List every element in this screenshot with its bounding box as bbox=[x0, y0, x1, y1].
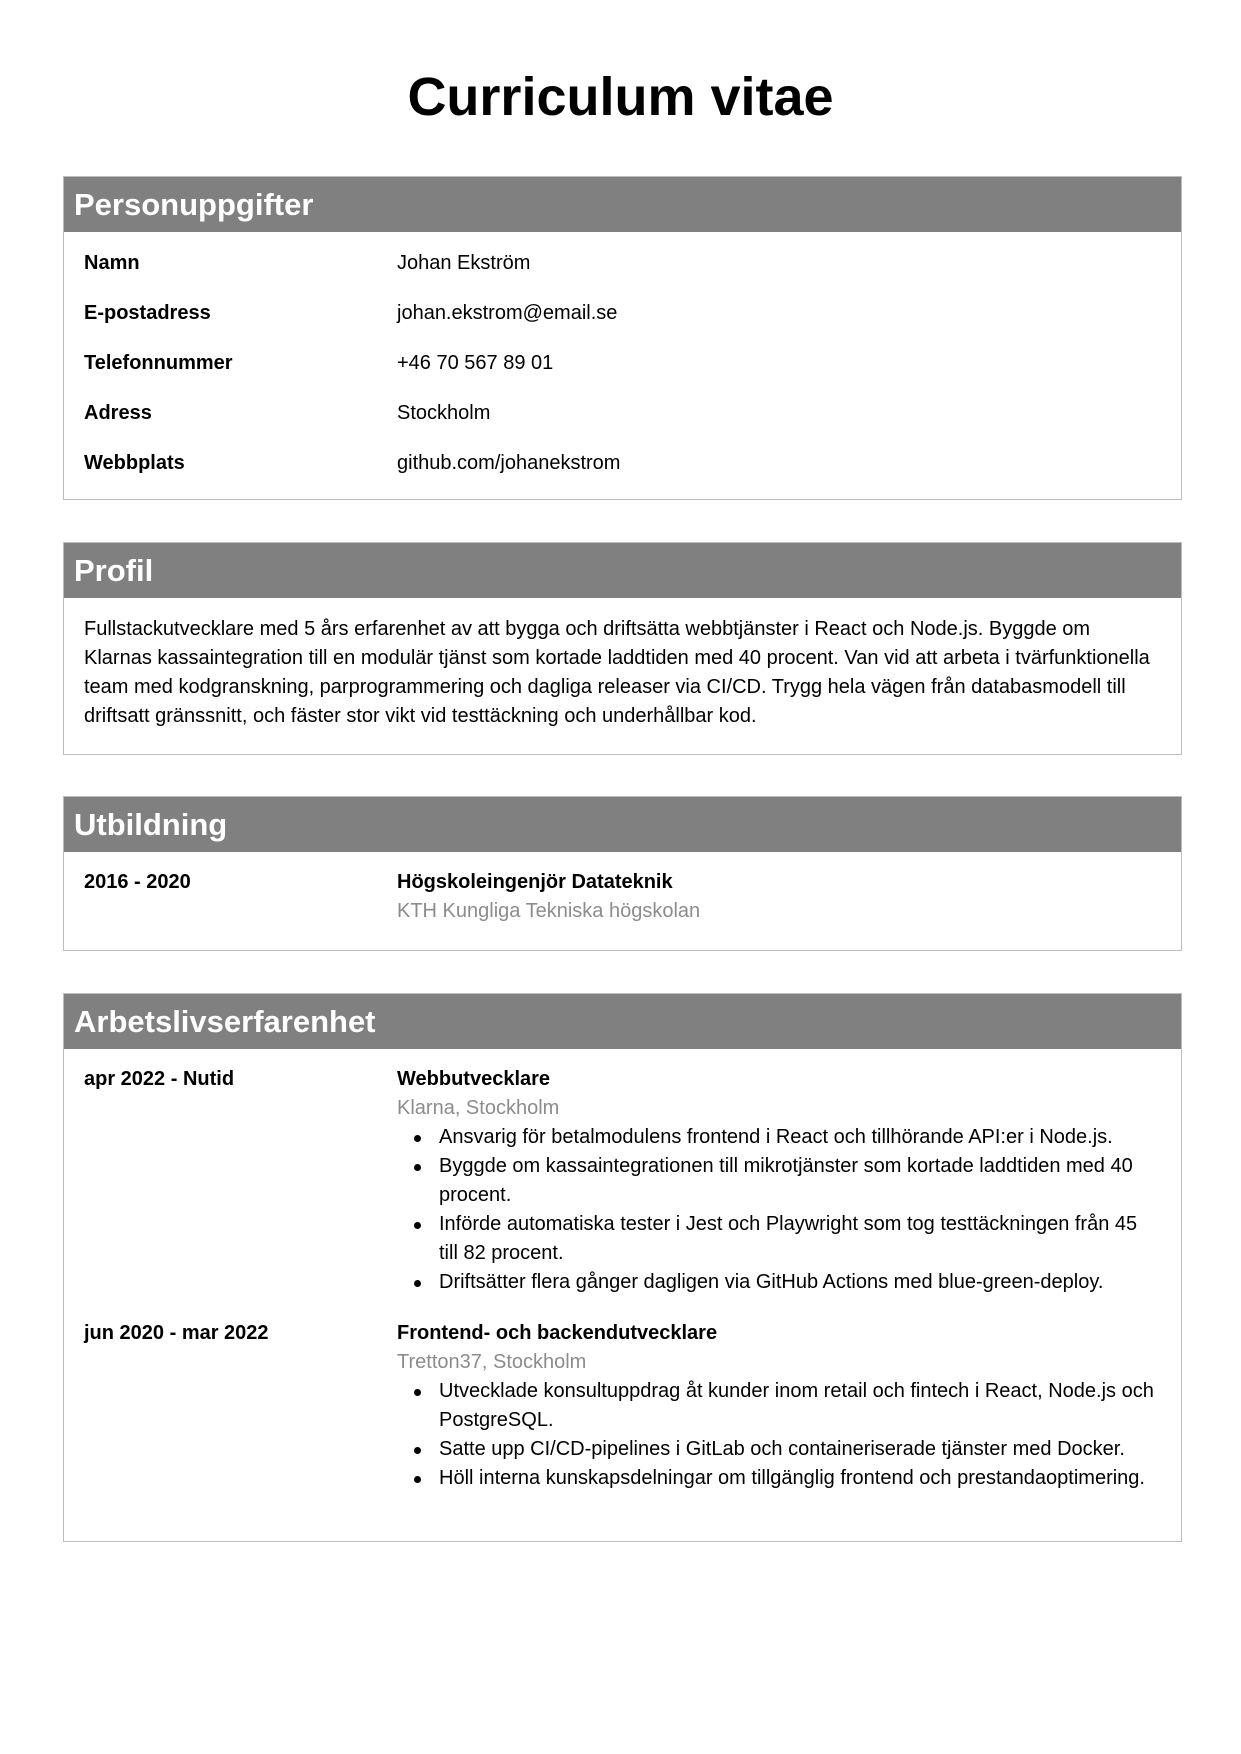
job-bullet-text: Införde automatiska tester i Jest och Playwright som tog testtäckningen från 45 till 82 procent. bbox=[439, 1213, 1138, 1264]
personal-info-section bbox=[63, 176, 1182, 500]
profile-section bbox=[63, 542, 1182, 755]
info-value: github.com/johanekstrom bbox=[397, 452, 621, 474]
job-bullet-text: Driftsätter flera gånger dagligen via GitHub Actions med blue-green-deploy. bbox=[439, 1271, 1104, 1293]
experience-entry bbox=[84, 1065, 1161, 1297]
section-heading-experience: Arbetslivserfarenhet bbox=[64, 994, 1181, 1049]
job-bullet-text: Satte upp CI/CD-pipelines i GitLab och containeriserade tjänster med Docker. bbox=[439, 1438, 1125, 1460]
info-value: johan.ekstrom@email.se bbox=[397, 302, 618, 324]
info-label: Webbplats bbox=[84, 452, 185, 474]
experience-details bbox=[397, 1319, 1161, 1493]
education-institution: KTH Kungliga Tekniska högskolan bbox=[397, 900, 701, 922]
job-employer: Tretton37, Stockholm bbox=[397, 1351, 587, 1373]
section-heading-personal: Personuppgifter bbox=[64, 177, 1181, 232]
job-bullet bbox=[439, 1152, 1161, 1210]
bullet-dot-icon bbox=[414, 1280, 421, 1287]
personal-info-body bbox=[64, 232, 1181, 499]
bullet-dot-icon bbox=[414, 1447, 421, 1454]
info-row-phone bbox=[84, 349, 1161, 399]
job-bullet bbox=[439, 1268, 1161, 1297]
experience-section bbox=[63, 993, 1182, 1542]
job-bullet bbox=[439, 1435, 1161, 1464]
info-row-email bbox=[84, 299, 1161, 349]
job-bullet bbox=[439, 1123, 1161, 1152]
info-label: Adress bbox=[84, 402, 152, 424]
experience-period: apr 2022 - Nutid bbox=[84, 1068, 235, 1090]
experience-entry bbox=[84, 1319, 1161, 1493]
education-details bbox=[397, 868, 1161, 926]
info-value: Stockholm bbox=[397, 402, 491, 424]
job-title: Frontend- och backendutvecklare bbox=[397, 1322, 718, 1344]
bullet-dot-icon bbox=[414, 1222, 421, 1229]
profile-text: Fullstackutvecklare med 5 års erfarenhet av att bygga och driftsätta webbtjänster i React och Node.js. Byggde om Klarnas kassaintegration till en modulär tjänst som kortade laddtiden med 40 procent. Van vid att arbeta i tvärfunktionella team med kodgranskning, parprogrammering och dagliga releaser via CI/CD. Trygg hela vägen från databasmodell till driftsatt gränssnitt, och fäster stor vikt vid testtäckning och underhållbar kod. bbox=[84, 618, 1150, 727]
job-bullet-text: Höll interna kunskapsdelningar om tillgänglig frontend och prestandaoptimering. bbox=[439, 1467, 1145, 1489]
page-title: Curriculum vitae bbox=[407, 67, 834, 127]
job-bullet-list bbox=[397, 1123, 1161, 1297]
job-bullet bbox=[439, 1377, 1161, 1435]
info-value: Johan Ekström bbox=[397, 252, 531, 274]
experience-details bbox=[397, 1065, 1161, 1297]
job-bullet-text: Ansvarig för betalmodulens frontend i React och tillhörande API:er i Node.js. bbox=[439, 1126, 1113, 1148]
education-degree: Högskoleingenjör Datateknik bbox=[397, 871, 673, 893]
info-label: Telefonnummer bbox=[84, 352, 233, 374]
job-bullet bbox=[439, 1464, 1161, 1493]
job-bullet bbox=[439, 1210, 1161, 1268]
job-bullet-text: Byggde om kassaintegrationen till mikrotjänster som kortade laddtiden med 40 procent. bbox=[439, 1155, 1133, 1206]
info-label: E-postadress bbox=[84, 302, 211, 324]
info-value: +46 70 567 89 01 bbox=[397, 352, 554, 374]
education-entry bbox=[84, 868, 1161, 926]
bullet-dot-icon bbox=[414, 1135, 421, 1142]
job-title: Webbutvecklare bbox=[397, 1068, 551, 1090]
education-section bbox=[63, 796, 1182, 951]
bullet-dot-icon bbox=[414, 1476, 421, 1483]
section-heading-profile: Profil bbox=[64, 543, 1181, 598]
education-body bbox=[64, 852, 1181, 926]
job-bullet-list bbox=[397, 1377, 1161, 1493]
profile-body bbox=[64, 598, 1181, 731]
experience-body bbox=[64, 1049, 1181, 1493]
info-row-website bbox=[84, 449, 1161, 499]
job-bullet-text: Utvecklade konsultuppdrag åt kunder inom retail och fintech i React, Node.js och PostgreSQL. bbox=[439, 1380, 1154, 1431]
experience-period: jun 2020 - mar 2022 bbox=[84, 1322, 269, 1344]
info-row-address bbox=[84, 399, 1161, 449]
info-row-name bbox=[84, 249, 1161, 299]
job-employer: Klarna, Stockholm bbox=[397, 1097, 560, 1119]
bullet-dot-icon bbox=[414, 1389, 421, 1396]
bullet-dot-icon bbox=[414, 1164, 421, 1171]
info-label: Namn bbox=[84, 252, 140, 274]
education-period: 2016 - 2020 bbox=[84, 871, 191, 893]
section-heading-education: Utbildning bbox=[64, 797, 1181, 852]
